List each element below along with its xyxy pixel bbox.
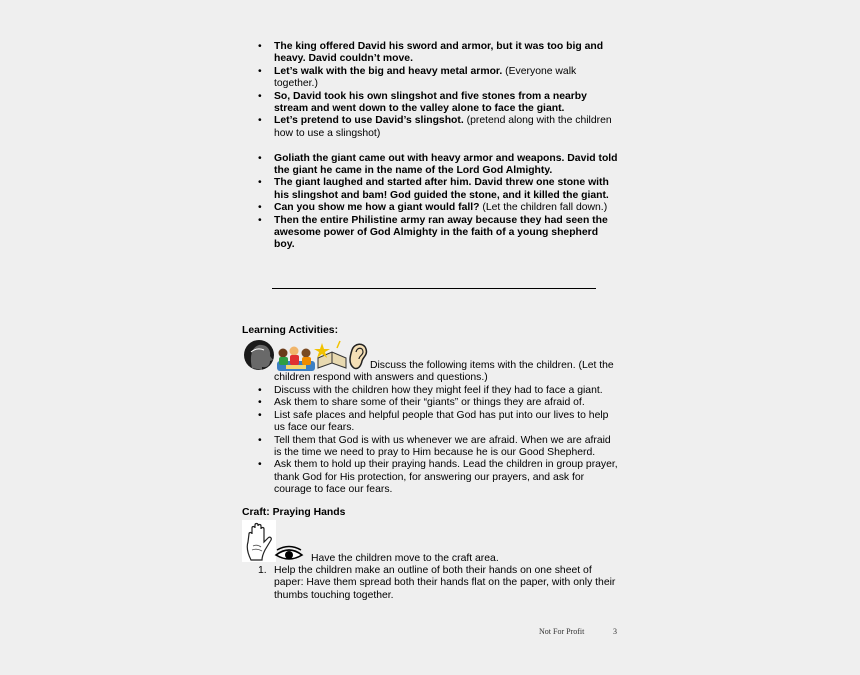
list-item: • Let’s walk with the big and heavy metal armor. (Everyone walk together.) [258, 66, 618, 91]
list-item: • Tell them that God is with us whenever we are afraid. When we are afraid is the time we need to pray to Him because he is our Good Shepherd. [258, 435, 620, 460]
list-item: • Goliath the giant came out with heavy armor and weapons. David told the giant he came in the name of the Lord God Almighty. [258, 153, 618, 178]
head-profile-icon [244, 340, 274, 370]
section-divider [272, 288, 596, 289]
craft-intro: Have the children move to the craft area. [311, 553, 499, 564]
list-item: • The king offered David his sword and armor, but it was too big and heavy. David couldn’t move. [258, 41, 618, 66]
list-item: • The giant laughed and started after him. David threw one stone with his slingshot and bam! God guided the stone, and it killed the giant. [258, 177, 618, 202]
learning-activities-heading: Learning Activities: [242, 325, 339, 336]
story-list [258, 41, 618, 252]
list-item: • Discuss with the children how they might feel if they had to face a giant. [258, 385, 620, 397]
list-item: • Let’s pretend to use David’s slingshot. (pretend along with the children how to use a slingshot) [258, 115, 618, 140]
page-number: 3 [613, 627, 617, 634]
list-item: • Can you show me how a giant would fall? (Let the children fall down.) [258, 202, 618, 214]
list-item: • Ask them to share some of their “giants” or things they are afraid of. [258, 397, 620, 409]
hand-icon [242, 520, 276, 562]
learning-list [258, 385, 620, 497]
craft-steps [258, 565, 620, 602]
page-footer [539, 627, 619, 634]
list-item: • Ask them to hold up their praying hands. Lead the children in group prayer, thank God for His protection, for answering our prayers, and ask for courage to face our fears. [258, 459, 620, 496]
list-item: • So, David took his own slingshot and five stones from a nearby stream and went down to the valley alone to face the giant. [258, 91, 618, 116]
list-item: • List safe places and helpful people that God has put into our lives to help us face our fears. [258, 410, 620, 435]
eye-icon [274, 545, 304, 563]
craft-heading: Craft: Praying Hands [242, 507, 346, 518]
list-item: 1. Help the children make an outline of both their hands on one sheet of paper: Have them spread both their hands flat on the paper, with only their thumbs touching together. [258, 565, 616, 601]
list-item: • Then the entire Philistine army ran away because they had seen the awesome power of God Almighty in the faith of a young shepherd boy. [258, 215, 618, 252]
learning-intro: Discuss the following items with the children. (Let the children respond with answers and questions.) [274, 360, 614, 384]
footer-label: Not For Profit [539, 627, 585, 634]
